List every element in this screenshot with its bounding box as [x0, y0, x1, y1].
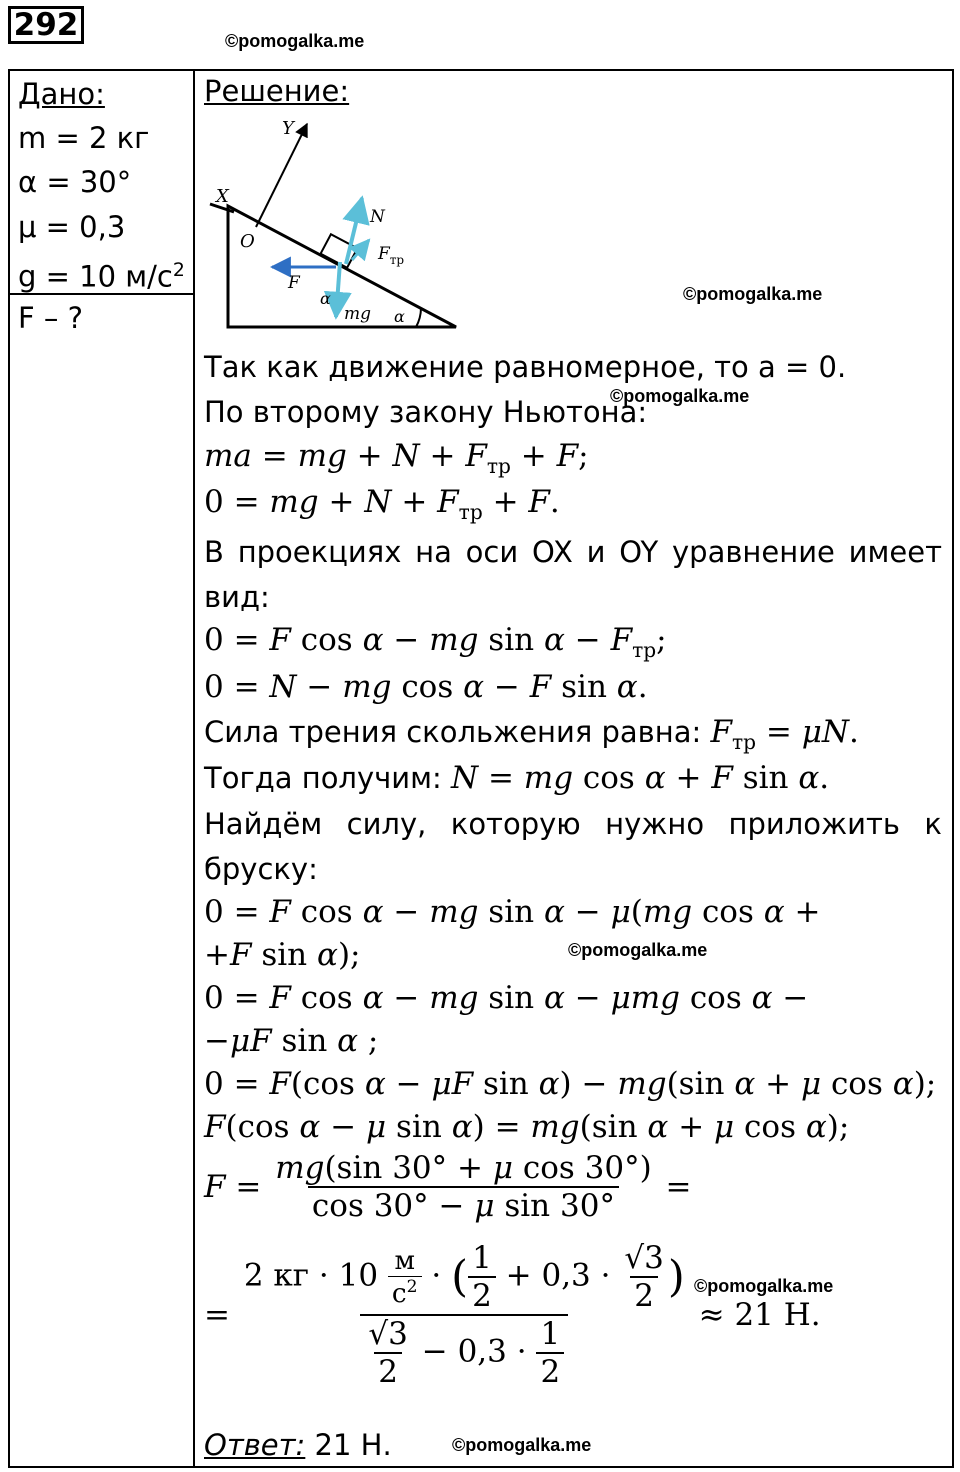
equation-factored: F(cos α − μ sin α) = mg(sin α + μ cos α);: [204, 1109, 850, 1145]
equation-grouped: 0 = F(cos α − μF sin α) − mg(sin α + μ cos α);: [204, 1066, 937, 1102]
friction-line: [204, 714, 859, 754]
projection-word-2: проекциях: [237, 535, 402, 569]
equation-substituted-1: 0 = F cos α − mg sin α − μ(mg cos α +: [204, 894, 821, 930]
newton-law-text: По второму закону Ньютона:: [204, 395, 648, 429]
find-word-6: к: [924, 807, 942, 841]
watermark-2: ©pomogalka.me: [683, 284, 823, 304]
watermark-3: ©pomogalka.me: [610, 386, 750, 406]
equation-ox: 0 = F cos α − mg $\sin \alpha - F_{тр}$;: [204, 622, 667, 663]
watermark: ©pomogalka.me: [225, 31, 365, 51]
incline-diagram: [204, 112, 474, 337]
angle-label-incline: α: [394, 307, 405, 326]
gravity-label: mg: [344, 304, 372, 324]
answer-line: [204, 1428, 392, 1462]
equation-expanded-2: −μF sin α ;: [204, 1023, 379, 1059]
gravity-arrow: [336, 262, 340, 317]
friction-force-symbol: F: [378, 244, 390, 264]
y-axis: [256, 124, 307, 227]
projection-text-end: вид:: [204, 580, 270, 614]
angle-arc-incline: [416, 308, 421, 327]
projection-word-8: уравнение: [672, 535, 835, 569]
applied-force-label: F: [288, 273, 300, 293]
equation-oy: 0 = N − mg cos α − F sin α.: [204, 669, 648, 705]
solution-title: Решение:: [204, 74, 350, 108]
projection-word-5: OX: [531, 535, 573, 569]
origin-label: O: [240, 231, 255, 252]
normal-text: Тогда получим:: [204, 761, 442, 795]
x-axis-label: X: [216, 186, 229, 207]
answer-value: 21 Н.: [314, 1428, 392, 1462]
normal-force-label: N: [370, 207, 385, 227]
answer-label: Ответ:: [204, 1428, 306, 1462]
find-quantity: F – ?: [18, 301, 84, 335]
friction-force-arrow: [352, 240, 369, 260]
projection-word-7: OY: [619, 535, 659, 569]
find-word-3: которую: [450, 807, 581, 841]
given-title: Дано:: [18, 77, 105, 111]
projection-word-9: имеет: [848, 535, 942, 569]
find-word-1: Найдём: [204, 807, 323, 841]
equation-newton: ma = mg + $N + F_{тр} + F$;: [204, 438, 589, 479]
watermark-6: ©pomogalka.me: [452, 1435, 592, 1455]
equation-force-general: F = $\frac{\text{mg(sin 30° + μ cos 30°)}}{\text{cos 30° − μ sin 30°}}$ =: [204, 1150, 692, 1224]
given-angle: α = 30°: [18, 165, 132, 199]
watermark-4: ©pomogalka.me: [568, 940, 708, 960]
friction-force-label: [377, 244, 404, 267]
uniform-motion-text: Так как движение равномерное, то a = 0.: [204, 350, 847, 384]
given-gravity: [18, 249, 185, 299]
projection-word-1: В: [204, 535, 224, 569]
equation-zero-sum: 0 = mg + $N + F_{тр} + F$.: [204, 484, 560, 525]
normal-line: [204, 760, 829, 796]
projection-word-4: оси: [465, 535, 519, 569]
given-friction: μ = 0,3: [18, 210, 126, 244]
given-gravity-value: g = 10 м/с: [18, 259, 173, 294]
problem-number: 292: [8, 6, 84, 44]
projection-text: [204, 535, 942, 569]
angle-label-block: α: [320, 289, 331, 308]
find-word-2: силу,: [346, 807, 427, 841]
column-divider: [193, 69, 195, 1468]
normal-formula: N = mg cos α + F sin α.: [450, 760, 830, 796]
watermark-5: ©pomogalka.me: [694, 1276, 834, 1296]
find-word-5: приложить: [728, 807, 900, 841]
equation-substituted-2: +F sin α);: [204, 937, 361, 973]
find-force-text: [204, 807, 942, 841]
friction-formula: $F_{тр} = \mu N$.: [710, 714, 859, 755]
friction-text: Сила трения скольжения равна:: [204, 715, 702, 749]
projection-word-3: на: [415, 535, 452, 569]
find-word-4: нужно: [605, 807, 705, 841]
equation-force-numeric: = 2 кг · 10 $\frac{м}{с^2}$ · ( $\frac{1}{2}$ + 0,3 · $\frac{√3}{2}$ ) $\frac{√3}{2}$ − 0,3 · $\frac{1}{2}$ ≈ 21 Н.: [204, 1240, 821, 1390]
find-force-text-end: бруску:: [204, 852, 318, 886]
projection-word-6: и: [586, 535, 606, 569]
y-axis-label: Y: [282, 118, 294, 139]
given-mass: m = 2 кг: [18, 121, 150, 155]
equation-expanded-1: 0 = F cos α − mg sin α − μmg cos α −: [204, 980, 809, 1016]
given-gravity-exponent: 2: [172, 260, 185, 281]
friction-force-subscript: тр: [389, 253, 405, 267]
